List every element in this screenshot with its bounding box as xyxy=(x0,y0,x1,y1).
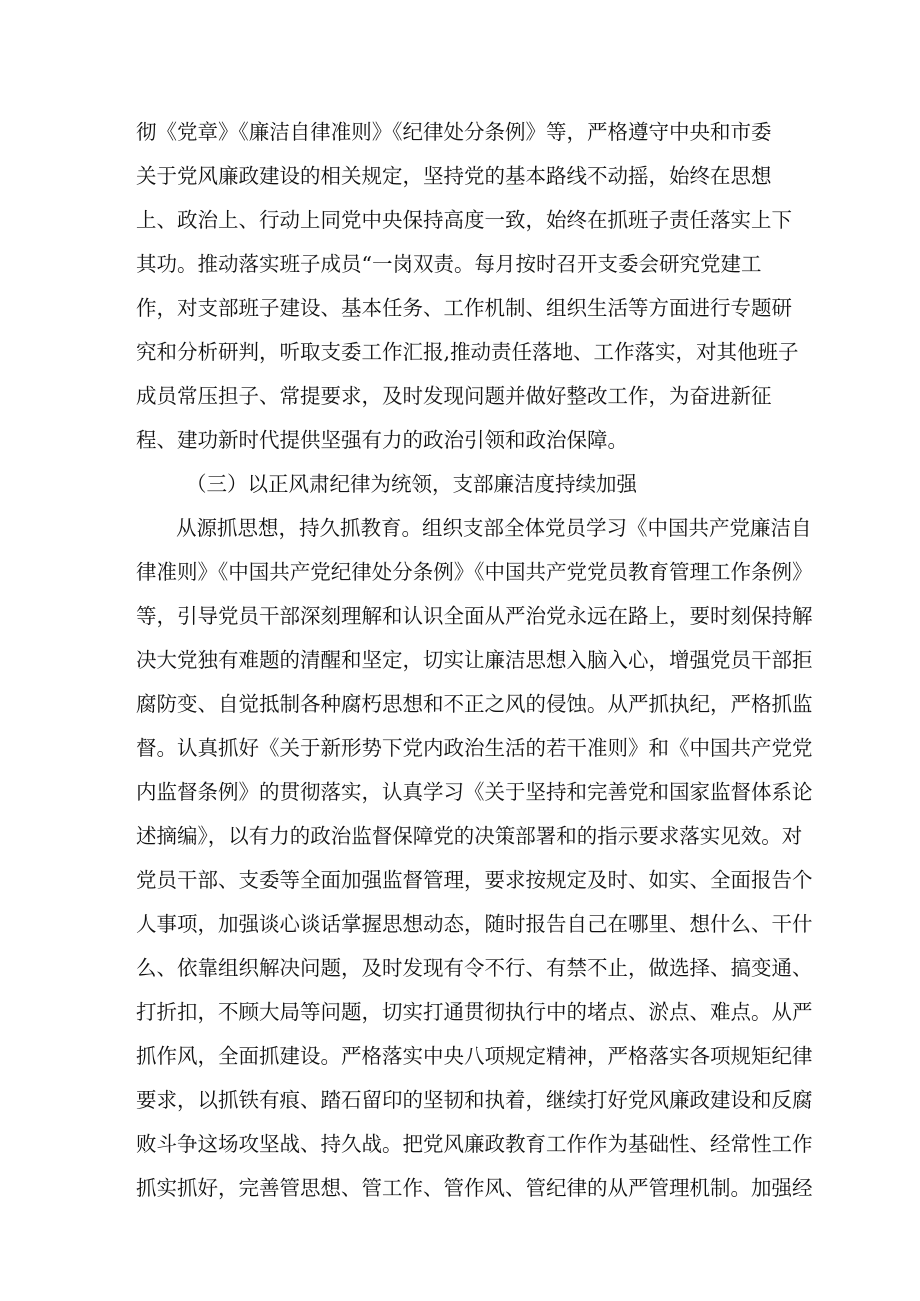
paragraph-line: 程、建功新时代提供坚强有力的政治引领和政治保障。 xyxy=(136,428,628,452)
paragraph-line: 人事项，加强谈心谈话掌握思想动态，随时报告自己在哪里、想什么、干什 xyxy=(136,912,813,936)
section-heading: （三）以正风肃纪律为统领，支部廉洁度持续加强 xyxy=(186,472,637,496)
paragraph-line: 党员干部、支委等全面加强监督管理，要求按规定及时、如实、全面报告个 xyxy=(136,868,813,892)
paragraph-line: 督。认真抓好《关于新形势下党内政治生活的若干准则》和《中国共产党党 xyxy=(136,736,813,760)
paragraph-line: 关于党风廉政建设的相关规定，坚持党的基本路线不动摇，始终在思想 xyxy=(136,164,772,188)
paragraph-line: 其功。推动落实班子成员“一岗双责。每月按时召开支委会研究党建工 xyxy=(136,252,762,276)
paragraph-line: 决大党独有难题的清醒和坚定，切实让廉洁思想入脑入心，增强党员干部拒 xyxy=(136,648,813,672)
paragraph-line: 打折扣，不顾大局等问题，切实打通贯彻执行中的堵点、淤点、难点。从严 xyxy=(136,1000,813,1024)
paragraph-line: 要求，以抓铁有痕、踏石留印的坚韧和执着，继续打好党风廉政建设和反腐 xyxy=(136,1088,813,1112)
paragraph-line: 彻《党章》《廉洁自律准则》《纪律处分条例》等，严格遵守中央和市委 xyxy=(136,120,772,144)
paragraph-line: 从源抓思想，持久抓教育。组织支部全体党员学习《中国共产党廉洁自 xyxy=(176,516,812,540)
paragraph-line: 么、依靠组织解决问题，及时发现有令不行、有禁不止，做选择、搞变通、 xyxy=(136,956,813,980)
paragraph-line: 述摘编》，以有力的政治监督保障党的决策部署和的指示要求落实见效。对 xyxy=(136,824,803,848)
paragraph-line: 成员常压担子、常提要求，及时发现问题并做好整改工作，为奋进新征 xyxy=(136,384,772,408)
paragraph-line: 腐防变、自觉抵制各种腐朽思想和不正之风的侵蚀。从严抓执纪，严格抓监 xyxy=(136,692,813,716)
paragraph-line: 究和分析研判，听取支委工作汇报,推动责任落地、工作落实，对其他班子 xyxy=(136,340,799,364)
paragraph-line: 败斗争这场攻坚战、持久战。把党风廉政教育工作作为基础性、经常性工作 xyxy=(136,1132,813,1156)
paragraph-line: 上、政治上、行动上同党中央保持高度一致，始终在抓班子责任落实上下 xyxy=(136,208,792,232)
paragraph-line: 作，对支部班子建设、基本任务、工作机制、组织生活等方面进行专题研 xyxy=(136,296,792,320)
paragraph-line: 抓作风，全面抓建设。严格落实中央八项规定精神，严格落实各项规矩纪律 xyxy=(136,1044,813,1068)
paragraph-line: 抓实抓好，完善管思想、管工作、管作风、管纪律的从严管理机制。加强经 xyxy=(136,1176,813,1200)
paragraph-line: 律准则》《中国共产党纪律处分条例》《中国共产党党员教育管理工作条例》 xyxy=(136,560,813,584)
paragraph-line: 等，引导党员干部深刻理解和认识全面从严治党永远在路上，要时刻保持解 xyxy=(136,604,813,628)
paragraph-line: 内监督条例》的贯彻落实，认真学习《关于坚持和完善党和国家监督体系论 xyxy=(136,780,813,804)
